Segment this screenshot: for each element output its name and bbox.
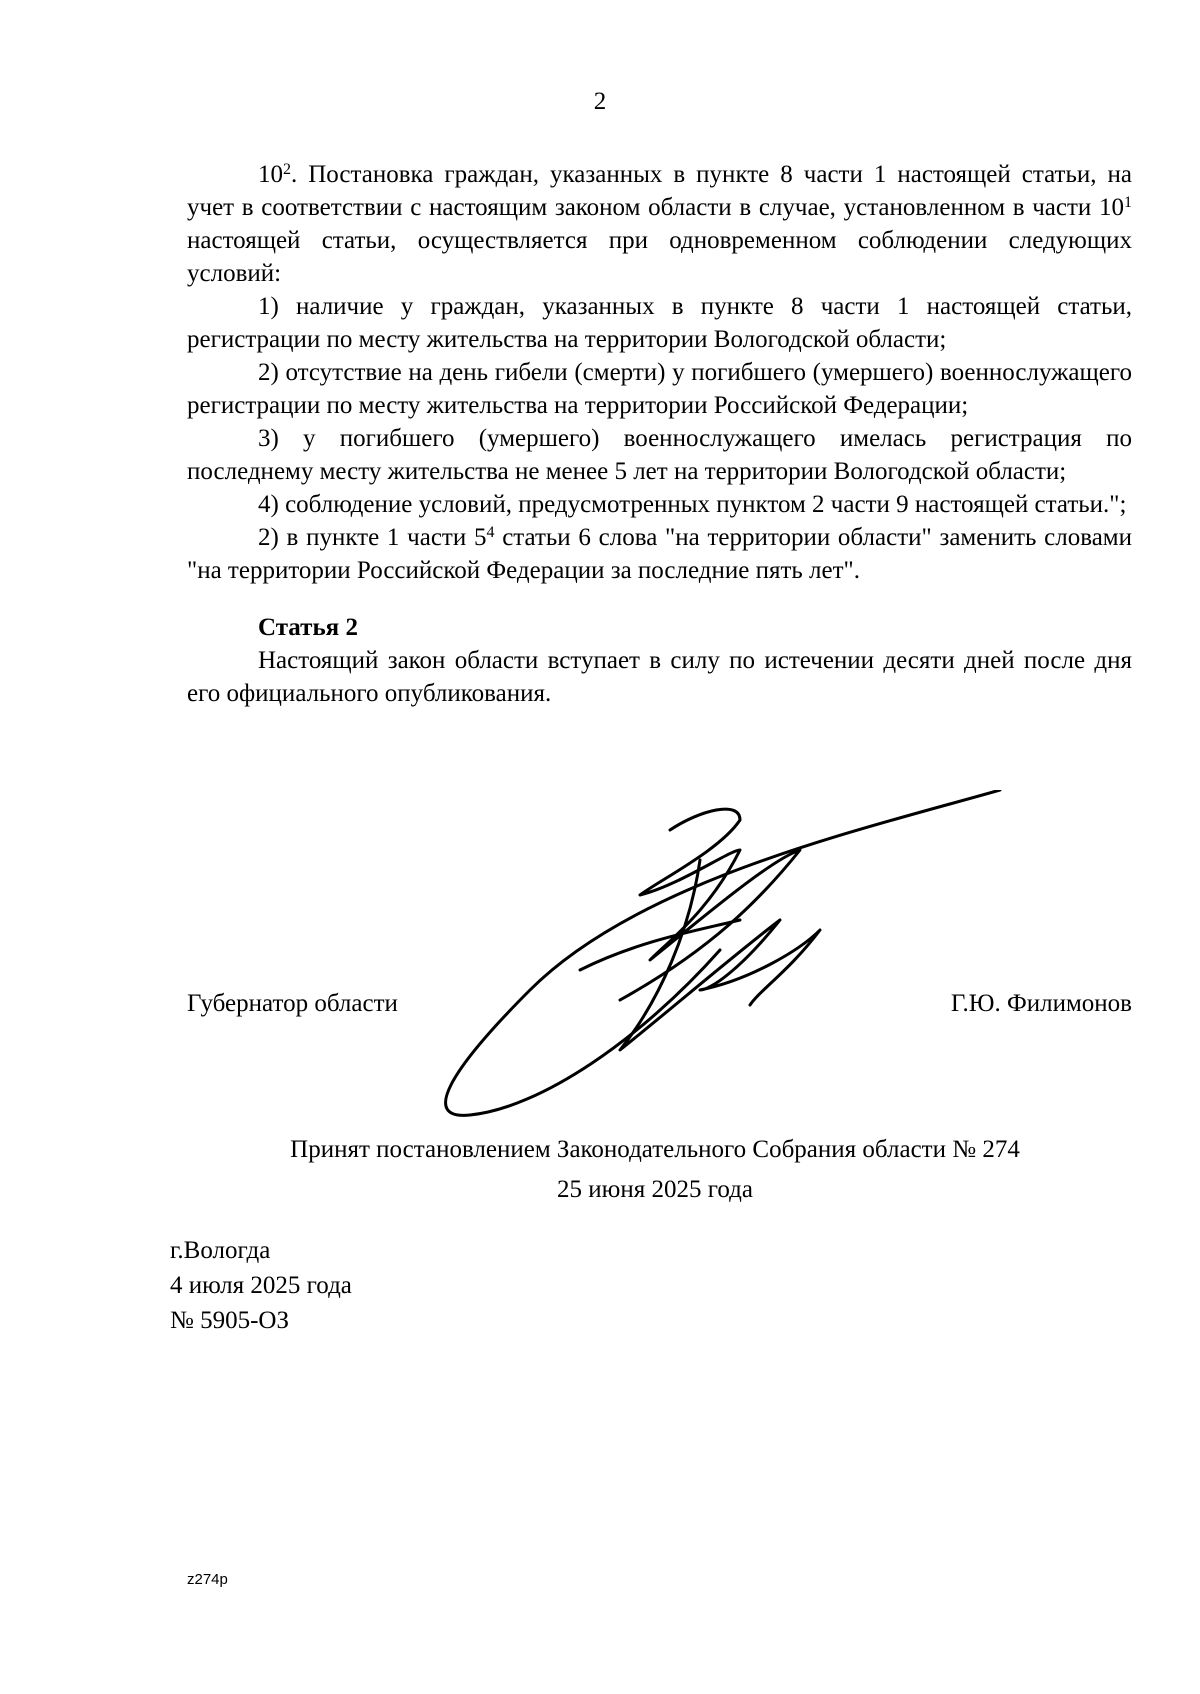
page-number: 2 [593,88,607,115]
clause-text-b: настоящей статьи, осуществляется при одновременном соблюдении следующих условий: [187,227,1132,287]
governor-name: Г.Ю. Филимонов [950,990,1132,1017]
signature-stroke-3 [580,920,740,970]
amendment-superscript: 4 [486,524,495,541]
clause-text-a: . Постановка граждан, указанных в пункте 8 части 1 настоящей статьи, на учет в соответствии с настоящим законом области в случае, установленном в части 10 [187,161,1132,221]
condition-3: 3) у погибшего (умершего) военнослужащего имелась регистрация по последнему месту жительства не менее 5 лет на территории Вологодской области; [187,425,1132,485]
handwritten-signature [440,790,1020,1120]
clause-10-2 [187,158,1132,290]
city: г.Вологда [170,1237,271,1264]
clause-number: 10 [258,161,283,188]
article-2-text: Настоящий закон области вступает в силу по истечении десяти дней после дня его официального опубликования. [187,647,1132,707]
clause-superscript: 2 [283,161,291,178]
document-code: z274p [187,1571,228,1588]
amendment-text-a: 2) в пункте 1 части 5 [258,524,487,551]
condition-4: 4) соблюдение условий, предусмотренных пунктом 2 части 9 настоящей статьи."; [258,491,1127,518]
document-body [187,158,1132,710]
clause-superscript-2: 1 [1124,194,1132,211]
adoption-note [0,1130,1200,1210]
law-date: 4 июля 2025 года [170,1272,352,1299]
amendment-2 [187,521,1132,587]
condition-1: 1) наличие у граждан, указанных в пункте 8 части 1 настоящей статьи, регистрации по месту жительства на территории Вологодской области; [187,293,1132,353]
adoption-line-2: 25 июня 2025 года [557,1176,753,1203]
law-number: № 5905-ОЗ [170,1307,290,1334]
article-2-title: Статья 2 [258,614,358,641]
place-date-block [170,1233,352,1338]
adoption-line-1: Принят постановлением Законодательного Собрания области № 274 [290,1136,1020,1163]
signature-stroke-1 [620,809,800,1000]
governor-title: Губернатор области [187,990,398,1017]
condition-2: 2) отсутствие на день гибели (смерти) у погибшего (умершего) военнослужащего регистрации по месту жительства на территории Российской Федерации; [187,359,1132,419]
amendment-text-b: статьи 6 слова "на территории области" заменить словами "на территории Российской Федерации за последние пять лет". [187,524,1132,584]
